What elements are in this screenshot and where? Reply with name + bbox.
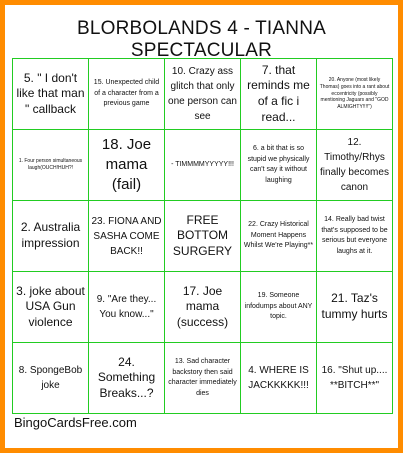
bingo-cell[interactable]: [241, 272, 317, 343]
bingo-cell[interactable]: [317, 272, 393, 343]
bingo-cell[interactable]: [317, 59, 393, 130]
cell-text: 16. "Shut up.... **BITCH**": [321, 365, 388, 391]
cell-text: FREE BOTTOM SURGERY: [172, 212, 233, 258]
cell-text: 8. SpongeBob joke: [18, 365, 83, 391]
bingo-cell[interactable]: [13, 130, 89, 201]
bingo-grid: [12, 58, 393, 414]
bingo-cell[interactable]: [13, 343, 89, 414]
cell-text: 9. "Are they... You know...": [96, 294, 157, 320]
cell-text: 5. " I don't like that man " callback: [16, 70, 85, 116]
cell-text: 15. Unexpected child of a character from a previous game: [93, 79, 160, 108]
cell-text: 10. Crazy ass glitch that only one person can see: [168, 66, 237, 122]
bingo-cell[interactable]: [89, 130, 165, 201]
bingo-cell[interactable]: [13, 59, 89, 130]
cell-text: 7. that reminds me of a fic i read...: [247, 62, 310, 124]
bingo-cell[interactable]: [241, 59, 317, 130]
cell-text: 18. Joe mama (fail): [101, 135, 152, 194]
cell-text: 4. WHERE IS JACKKKKK!!!: [248, 365, 309, 391]
cell-text: 21. Taz's tummy hurts: [321, 291, 388, 321]
free-space-cell[interactable]: [165, 201, 241, 272]
cell-text: 24. Something Breaks...?: [97, 354, 156, 400]
bingo-cell[interactable]: [241, 130, 317, 201]
bingo-cell[interactable]: [89, 59, 165, 130]
bingo-cell[interactable]: [165, 272, 241, 343]
cell-text: 6. a bit that is so stupid we physically can't say it without laughing: [247, 145, 310, 184]
cell-text: 12. Timothy/Rhys finally becomes canon: [320, 137, 389, 193]
bingo-cell[interactable]: [317, 201, 393, 272]
bingo-cell[interactable]: [241, 201, 317, 272]
bingo-cell[interactable]: [165, 343, 241, 414]
cell-text: 2. Australia impression: [20, 220, 81, 250]
bingo-cell[interactable]: [89, 343, 165, 414]
bingo-cell[interactable]: [165, 130, 241, 201]
bingo-cell[interactable]: [13, 272, 89, 343]
bingo-cell[interactable]: [13, 201, 89, 272]
footer-brand: BingoCardsFree.com: [14, 415, 137, 430]
cell-text: 20. Anyone (most likely Thomas) goes into a rant about eccentricity (possibly mentioning Jaguars and "GOD ALMIGHTY!!!!"): [319, 77, 390, 111]
bingo-cell[interactable]: [317, 130, 393, 201]
cell-text: 22. Crazy Historical Moment Happens Whilst We're Playing**: [243, 221, 314, 250]
bingo-cell[interactable]: [317, 343, 393, 414]
card-title: BLORBOLANDS 4 - TIANNA SPECTACULAR: [76, 18, 326, 61]
cell-text: 19. Someone infodumps about ANY topic.: [244, 292, 313, 321]
cell-text: 23. FIONA AND SASHA COME BACK!!: [91, 215, 162, 257]
bingo-cell[interactable]: [165, 59, 241, 130]
cell-text: 13. Sad character backstory then said character immediately dies: [168, 358, 237, 397]
bingo-cell[interactable]: [89, 272, 165, 343]
cell-text: 14. Really bad twist that's supposed to be serious but everyone laughs at it.: [321, 216, 388, 255]
bingo-cell[interactable]: [89, 201, 165, 272]
cell-text: 3. joke about USA Gun violence: [16, 283, 85, 329]
cell-text: - TIMMMMYYYYY!!!: [171, 160, 234, 168]
cell-text: 1. Four person simultaneous laugh(OUCH!HUH?!: [18, 158, 83, 171]
cell-text: 17. Joe mama (success): [176, 283, 229, 329]
bingo-cell[interactable]: [241, 343, 317, 414]
